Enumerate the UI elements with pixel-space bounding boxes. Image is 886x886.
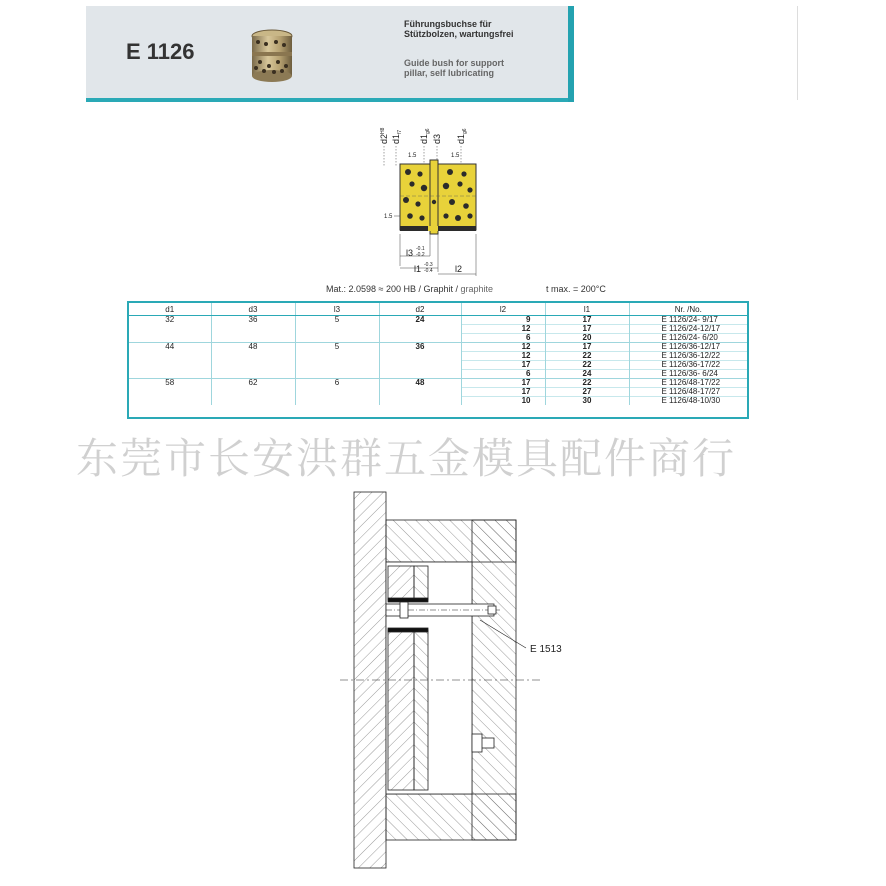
dim-l3-tol-b: -0.2 [416, 252, 425, 258]
material-spec-main: Mat.: 2.0598 ≈ 200 HB / Graphit / [326, 284, 461, 294]
cell-d3: 36 [211, 316, 295, 325]
cell-order-no: E 1126/36- 6/24 [629, 370, 747, 379]
dim-l1-label: l1 [414, 264, 422, 274]
cell-empty [211, 334, 295, 343]
max-temperature: t max. = 200°C [546, 284, 606, 294]
header-d1: d1 [129, 303, 211, 316]
table-row [129, 343, 747, 352]
table-body [129, 316, 747, 406]
cell-l1: 20 [545, 334, 629, 343]
header-l3: l3 [295, 303, 379, 316]
title-german-line2: Stützbolzen, wartungsfrei [404, 29, 514, 39]
cell-l2: 10 [461, 397, 545, 406]
cell-l1: 24 [545, 370, 629, 379]
cell-d2: 24 [379, 316, 461, 325]
dimension-table-grid [129, 303, 747, 405]
table-row [129, 325, 747, 334]
header-l2: l2 [461, 303, 545, 316]
dim-d2-label: $d2^{H8}$ [379, 127, 389, 144]
chamfer-right-label: 1.5 [451, 153, 460, 159]
dim-l1-tol-a: -0.3 [424, 262, 433, 268]
cell-d1: 32 [129, 316, 211, 325]
chamfer-left-label: 1.5 [408, 153, 417, 159]
table-row [129, 388, 747, 397]
cell-empty [129, 397, 211, 406]
cell-l3: 5 [295, 343, 379, 352]
dim-d3-label: d3 [432, 133, 442, 144]
cell-l2: 17 [461, 361, 545, 370]
cell-order-no: E 1126/48-10/30 [629, 397, 747, 406]
cell-order-no: E 1126/24- 9/17 [661, 315, 718, 324]
cell-empty [211, 370, 295, 379]
cell-d3: 48 [211, 343, 295, 352]
bush-section [400, 160, 476, 234]
material-spec-graphite: graphite [460, 284, 494, 294]
cell-d3: 62 [211, 379, 295, 388]
dim-l3-label: l3 [406, 248, 414, 258]
header-banner [86, 6, 574, 102]
callout-e1513: E 1513 [530, 644, 562, 655]
cell-empty [129, 388, 211, 397]
cell-order-no: E 1126/48-17/22 [629, 379, 747, 388]
cell-l3: 5 [295, 316, 379, 325]
table-row [129, 352, 747, 361]
cell-l2: 12 [461, 352, 545, 361]
cell-order-no: E 1126/36-12/22 [629, 352, 747, 361]
cell-l1: 30 [545, 397, 629, 406]
cell-empty [211, 361, 295, 370]
dimension-table [127, 301, 749, 419]
title-english [404, 58, 554, 78]
cell-l2: 6 [461, 370, 545, 379]
cell-l1: 17 [545, 316, 629, 325]
page-divider [797, 6, 798, 100]
cell-empty [295, 397, 379, 406]
table-row [129, 370, 747, 379]
cell-order-no: E 1126/24-12/17 [629, 325, 747, 334]
cell-d1: 44 [129, 343, 211, 352]
cell-empty [129, 352, 211, 361]
table-row [129, 379, 747, 388]
header-d2: d2 [379, 303, 461, 316]
cell-order-no: E 1126/36-12/17 [629, 343, 747, 352]
dim-l1-tol-b: -0.4 [424, 268, 433, 274]
cell-empty [379, 352, 461, 361]
cell-empty [211, 388, 295, 397]
dim-l2-label: l2 [455, 264, 463, 274]
cell-d2: 36 [379, 343, 461, 352]
table-row [129, 397, 747, 406]
dim-d1b-label: $d1_{g6}$ [419, 128, 431, 144]
cell-l2: 9 [461, 316, 545, 325]
cell-empty [379, 370, 461, 379]
cell-l1: 22 [545, 352, 629, 361]
cell-order-no: E 1126/48-17/27 [629, 388, 747, 397]
header-d3: d3 [211, 303, 295, 316]
cell-l2: 17 [461, 388, 545, 397]
dim-d1-label: $d1_{f7}$ [391, 129, 403, 144]
title-german-line1: Führungsbuchse für [404, 19, 492, 29]
cell-empty [211, 352, 295, 361]
chamfer-side-label: 1.5 [384, 214, 393, 220]
table-row [129, 334, 747, 343]
material-spec [326, 284, 493, 294]
dim-l3-tol-a: -0.1 [416, 246, 425, 252]
cell-empty [379, 334, 461, 343]
title-english-line1: Guide bush for support [404, 58, 504, 68]
cell-empty [295, 388, 379, 397]
cell-empty [379, 361, 461, 370]
cell-empty [295, 370, 379, 379]
cell-empty [295, 352, 379, 361]
cell-l1: 27 [545, 388, 629, 397]
assembly-drawing [340, 490, 540, 880]
header-l1: l1 [545, 303, 629, 316]
cell-l1: 22 [545, 379, 629, 388]
cell-l2: 17 [461, 379, 545, 388]
cell-d2: 48 [379, 379, 461, 388]
cell-l2: 6 [461, 334, 545, 343]
header-order-no: Nr. /No. [629, 303, 747, 316]
product-code: E 1126 [126, 39, 195, 64]
bush-photo [238, 26, 300, 88]
cell-l1: 22 [545, 361, 629, 370]
cell-empty [379, 388, 461, 397]
header-accent-bar [568, 6, 574, 102]
cell-l3: 6 [295, 379, 379, 388]
cell-empty [379, 325, 461, 334]
cell-empty [379, 397, 461, 406]
title-english-line2: pillar, self lubricating [404, 68, 495, 78]
cell-l1: 17 [545, 343, 629, 352]
technical-drawing [360, 116, 500, 280]
table-row [129, 361, 747, 370]
table-row [129, 316, 747, 325]
cell-empty [129, 325, 211, 334]
table-header-row [129, 303, 747, 316]
cell-l2: 12 [461, 343, 545, 352]
cell-empty [295, 334, 379, 343]
watermark: 东莞市长安洪群五金模具配件商行 [76, 434, 737, 483]
cell-empty [129, 361, 211, 370]
cell-empty [129, 370, 211, 379]
cell-d1: 58 [129, 379, 211, 388]
cell-order-no: E 1126/36-17/22 [629, 361, 747, 370]
cell-l2: 12 [461, 325, 545, 334]
cell-empty [211, 325, 295, 334]
cell-l1: 17 [545, 325, 629, 334]
cell-empty [295, 361, 379, 370]
title-german [404, 19, 554, 39]
cell-empty [129, 334, 211, 343]
cell-empty [295, 325, 379, 334]
cell-empty [211, 397, 295, 406]
dim-d1c-label: $d1_{g6}$ [456, 128, 468, 144]
cell-order-no: E 1126/24- 6/20 [629, 334, 747, 343]
